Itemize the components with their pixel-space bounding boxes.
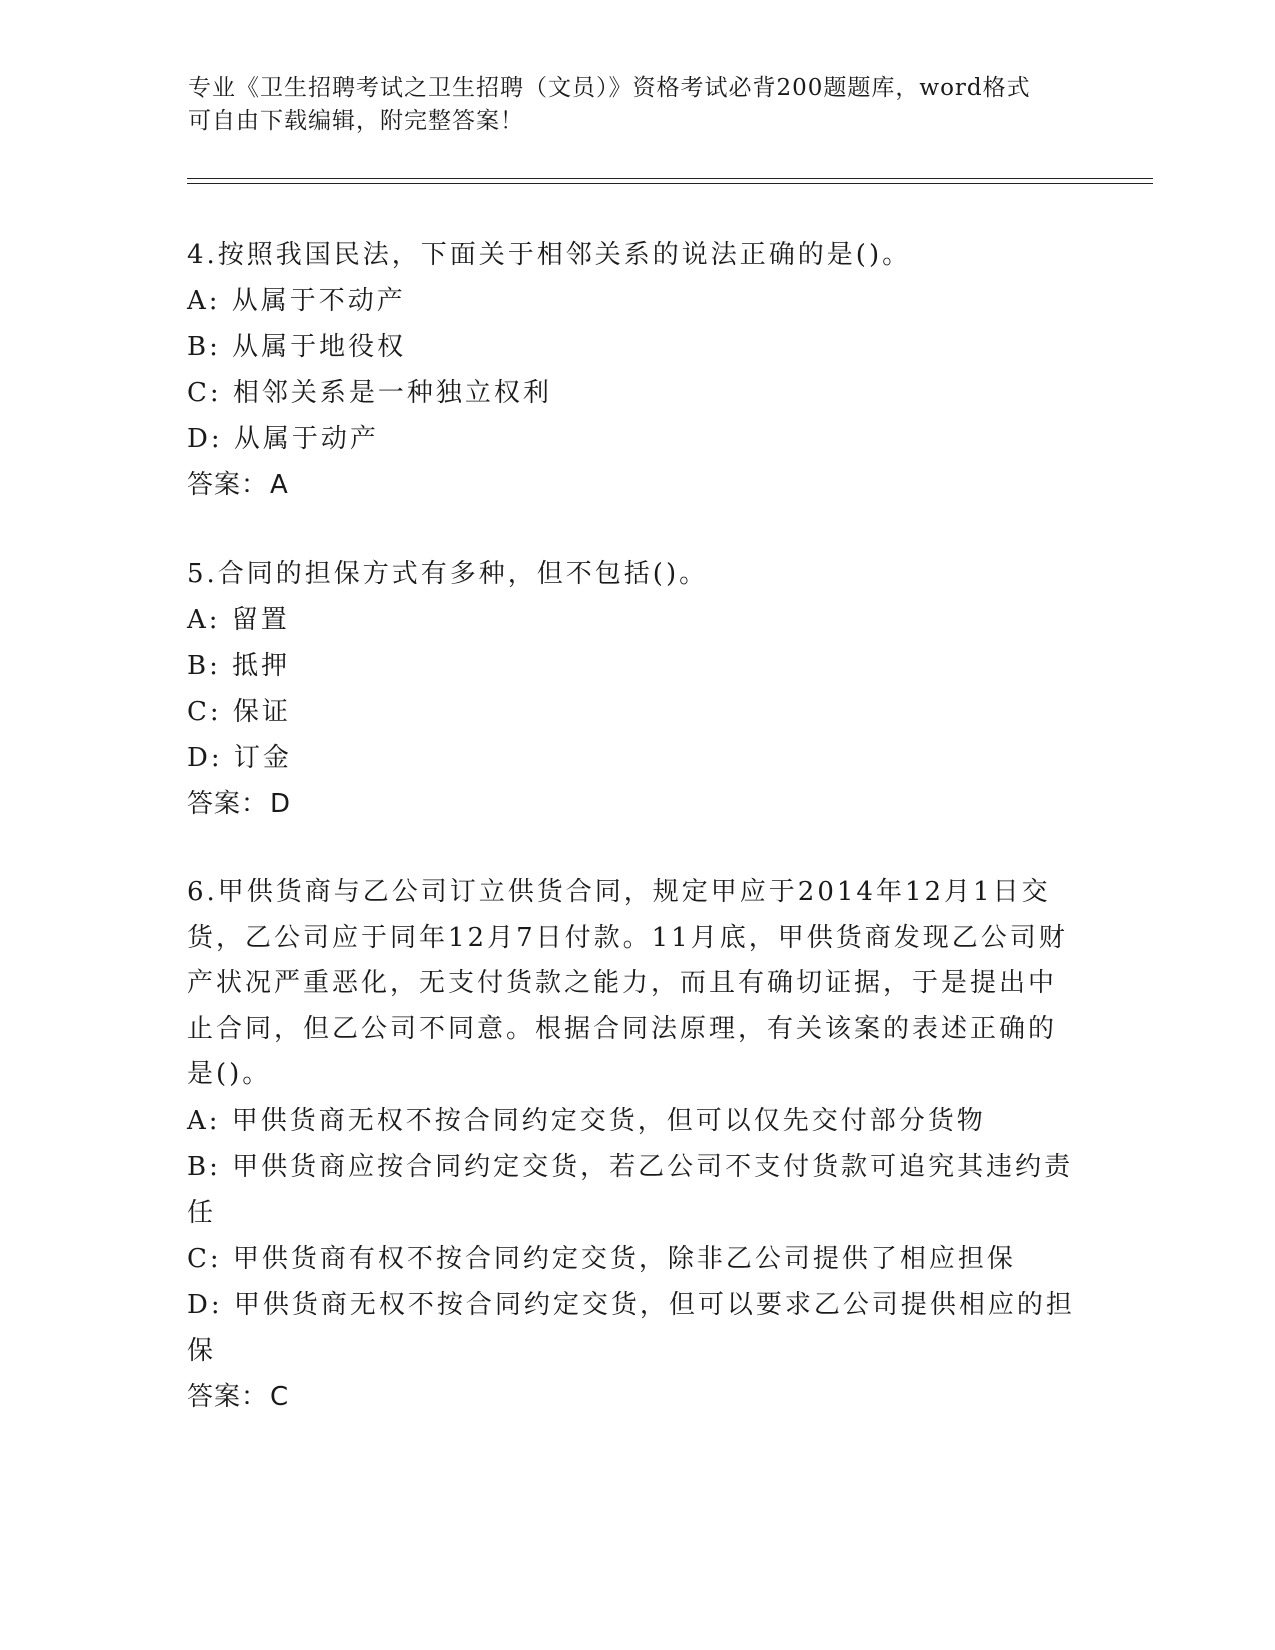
option-d: D: 订金 [187, 743, 292, 773]
option-a: A: 从属于不动产 [187, 286, 406, 316]
answer [187, 781, 1077, 827]
option-c: C: 保证 [187, 697, 291, 727]
answer-value: C [270, 1381, 290, 1412]
answer [187, 462, 1077, 508]
answer-label: 答案： [187, 789, 269, 819]
option-a: A: 甲供货商无权不按合同约定交货，但可以仅先交付部分货物 [187, 1105, 986, 1136]
header-line-1: 专业《卫生招聘考试之卫生招聘（文员）》资格考试必背200题题库，word格式 [188, 75, 1031, 101]
question-6 [187, 870, 1077, 1420]
question-4 [187, 232, 1077, 508]
answer-value: D [270, 789, 292, 819]
document-header [188, 72, 1068, 138]
option-b: B: 甲供货商应按合同约定交货，若乙公司不支付货款可追究其违约责任 [187, 1151, 1074, 1228]
option-d: D: 甲供货商无权不按合同约定交货，但可以要求乙公司提供相应的担保 [187, 1289, 1075, 1366]
answer-value: A [270, 470, 289, 500]
option-b: B: 从属于地役权 [187, 332, 407, 362]
question-stem: 4.按照我国民法，下面关于相邻关系的说法正确的是()。 [187, 240, 912, 270]
header-divider-bottom [187, 183, 1153, 184]
header-divider-top [187, 178, 1153, 179]
answer-label: 答案： [187, 1381, 269, 1412]
option-d: D: 从属于动产 [187, 424, 379, 454]
header-line-2: 可自由下载编辑，附完整答案！ [188, 108, 524, 134]
option-c: C: 甲供货商有权不按合同约定交货，除非乙公司提供了相应担保 [187, 1243, 1016, 1274]
answer-label: 答案： [187, 470, 269, 500]
question-stem: 5.合同的担保方式有多种，但不包括()。 [187, 559, 709, 589]
option-a: A: 留置 [187, 605, 290, 635]
answer [187, 1374, 1077, 1420]
option-b: B: 抵押 [187, 651, 291, 681]
question-5 [187, 551, 1077, 827]
question-stem: 6.甲供货商与乙公司订立供货合同，规定甲应于2014年12月1日交货，乙公司应于同年12月7日付款。11月底，甲供货商发现乙公司财产状况严重恶化，无支付货款之能力，而且有确切证据，于是提出中止合同，但乙公司不同意。根据合同法原理，有关该案的表述正确的是()。 [187, 877, 1068, 1089]
option-c: C: 相邻关系是一种独立权利 [187, 378, 552, 408]
